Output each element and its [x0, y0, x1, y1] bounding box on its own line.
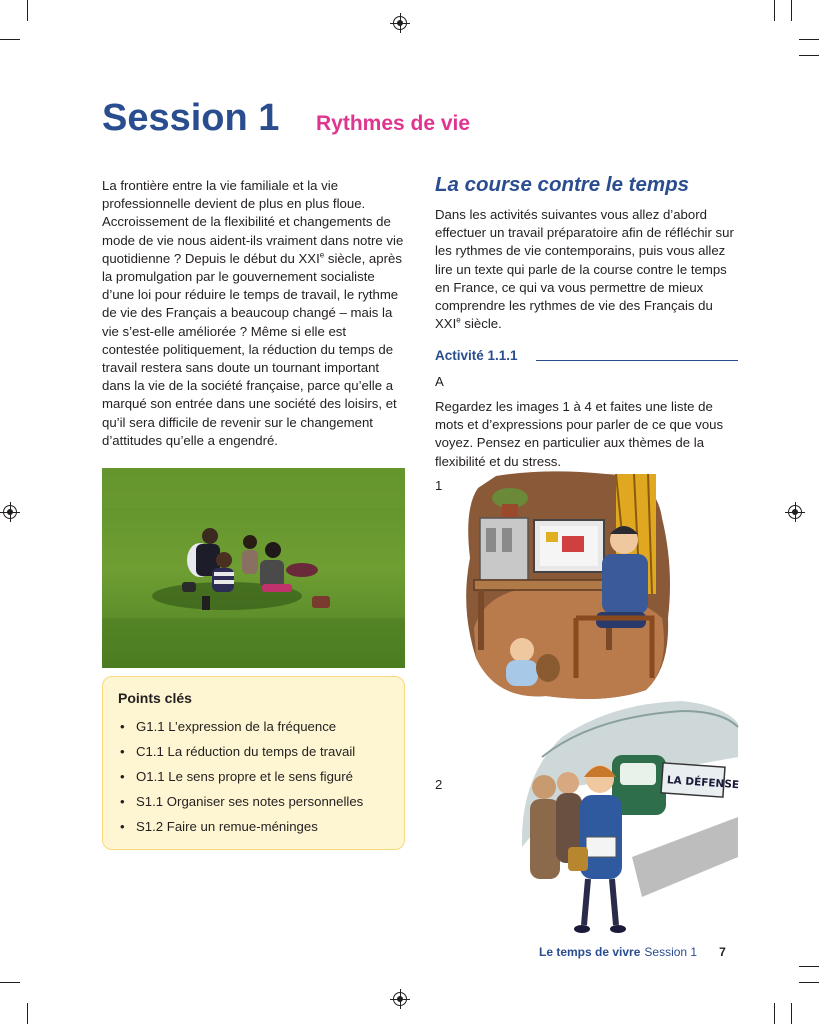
- section-text-part2: siècle.: [460, 316, 502, 332]
- illustration-home-office: [456, 468, 674, 704]
- crop-mark: [0, 39, 20, 40]
- key-point-item: • G1.1 L’expression de la fréquence: [118, 714, 390, 739]
- footer-session: Session 1: [644, 945, 698, 959]
- illustration-metro-platform: [512, 697, 742, 940]
- activity-rule: [536, 360, 738, 361]
- footer-book-title: Le temps de vivre: [539, 945, 641, 959]
- crop-mark: [791, 1003, 792, 1024]
- registration-mark-icon: [393, 16, 407, 30]
- registration-mark-icon: [393, 992, 407, 1006]
- section-superscript: e: [456, 315, 461, 325]
- registration-mark-icon: [788, 505, 802, 519]
- intro-text-part2: siècle, après la promulgation par le gouvernement socialiste d’une loi pour réduire le temps de travail, le rythme de vie des Français a beaucoup changé – mais la vie s’est-elle améliorée ? Même si elle est contestée politiquement, la réduction du temps de travail restera sans doute un tournant important dans la vie de la société française, parce qu’elle a marqué son entrée dans une société des loisirs, et qu’il sera difficile de revenir sur le changement d’attitudes qu’elle a engendré.: [102, 250, 402, 448]
- section-paragraph: [435, 206, 740, 333]
- section-text-part1: Dans les activités suivantes vous allez d’abord effectuer un travail préparatoire afin de réfléchir sur les rythmes de vie contemporains, puis vous allez lire un texte qui parle de la course contre le temps en France, ce qui va vous permettre de mieux comprendre les rythmes de vie des Français du XXI: [435, 207, 734, 332]
- image-number-2: 2: [435, 777, 443, 792]
- crop-mark: [27, 0, 28, 21]
- crop-mark: [799, 55, 819, 56]
- crop-mark: [0, 982, 20, 983]
- intro-superscript: e: [319, 250, 325, 260]
- crop-mark: [799, 966, 819, 967]
- activity-instruction: Regardez les images 1 à 4 et faites une liste de mots et d’expressions pour parler de ce que vous voyez. Pensez en particulier aux thèmes de la flexibilité et du stress.: [435, 399, 724, 469]
- key-point-item: • S1.2 Faire un remue-méninges: [118, 814, 390, 839]
- activity-heading: [435, 348, 738, 368]
- page-number: 7: [719, 945, 726, 959]
- key-point-item: • C1.1 La réduction du temps de travail: [118, 739, 390, 764]
- key-point-item: • S1.1 Organiser ses notes personnelles: [118, 789, 390, 814]
- intro-paragraph: [102, 177, 404, 450]
- key-points-list: [118, 714, 390, 839]
- page-footer: [539, 945, 726, 959]
- section-title: La course contre le temps: [435, 173, 690, 196]
- crop-mark: [791, 0, 792, 21]
- activity-label: Activité 1.1.1: [435, 348, 518, 363]
- key-points-title: Points clés: [118, 690, 192, 706]
- page-title: Session 1: [102, 97, 280, 139]
- crop-mark: [27, 1003, 28, 1024]
- image-number-1: 1: [435, 478, 443, 493]
- intro-text-part1: La frontière entre la vie familiale et la vie professionnelle devient de plus en plus floue. Accroissement de la flexibilité et changements de mode de vie nous aident-ils vraiment dans notre vie quotidienne ? Depuis le début du XXI: [102, 178, 404, 266]
- registration-mark-icon: [3, 505, 17, 519]
- crop-mark: [774, 1003, 775, 1024]
- crop-mark: [799, 39, 819, 40]
- crop-mark: [799, 982, 819, 983]
- metro-sign-text: LA DÉFENSE: [666, 774, 740, 792]
- page-subtitle: Rythmes de vie: [316, 112, 471, 135]
- photo-picnic: [102, 468, 405, 668]
- activity-section-label: A: [435, 374, 444, 389]
- crop-mark: [774, 0, 775, 21]
- key-point-item: • O1.1 Le sens propre et le sens figuré: [118, 764, 390, 789]
- key-points-box: [102, 676, 405, 850]
